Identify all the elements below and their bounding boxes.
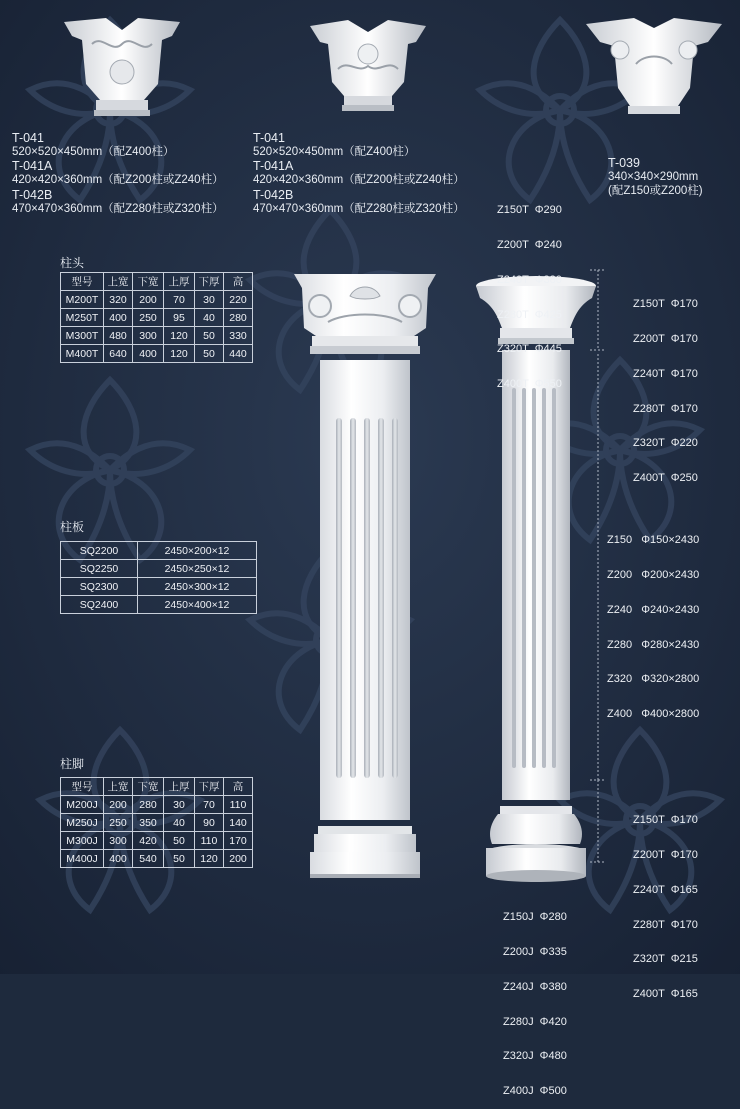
table-header: 上宽 xyxy=(104,778,133,796)
caption-line: 470×470×360mm（配Z280柱或Z320柱） xyxy=(12,202,224,215)
table-row xyxy=(61,832,253,850)
table-row xyxy=(61,345,253,363)
table-cell: M200J xyxy=(61,796,104,814)
dim-line: Z400T Φ250 xyxy=(633,472,698,485)
table-row xyxy=(61,327,253,345)
table-cell: 2450×250×12 xyxy=(138,560,257,578)
dim-line: Z240J Φ380 xyxy=(503,980,567,993)
dim-line: Z200T Φ170 xyxy=(633,332,698,345)
table-cell: 40 xyxy=(164,814,195,832)
table-cell: 250 xyxy=(104,814,133,832)
table-cell: 50 xyxy=(164,832,195,850)
table-cell: 280 xyxy=(133,796,164,814)
caption-line: T-041 xyxy=(253,131,285,145)
table-cell: 50 xyxy=(195,345,224,363)
table-cell: 70 xyxy=(164,291,195,309)
caption-line: T-042B xyxy=(253,187,294,202)
base-bottom-diameters xyxy=(503,889,567,1109)
table-cell: SQ2250 xyxy=(61,560,138,578)
caption-line: T-041A xyxy=(12,159,53,174)
table-cell: 300 xyxy=(104,832,133,850)
table-row xyxy=(61,309,253,327)
table-header-row xyxy=(61,273,253,291)
section-label-base: 柱脚 xyxy=(60,757,85,771)
dim-line: Z320J Φ480 xyxy=(503,1050,567,1063)
table-cell: 120 xyxy=(195,850,224,868)
table-row xyxy=(61,814,253,832)
caption-line: 520×520×450mm（配Z400柱） xyxy=(253,146,416,158)
table-cell: 220 xyxy=(224,291,253,309)
table-row xyxy=(61,578,257,596)
caption-line: 470×470×360mm（配Z280柱或Z320柱） xyxy=(253,202,465,215)
dim-line: Z280T Φ170 xyxy=(633,402,698,415)
table-row xyxy=(61,796,253,814)
panel-spec-table xyxy=(60,541,257,614)
table-cell: 90 xyxy=(195,814,224,832)
base-spec-table xyxy=(60,777,253,868)
dim-line: Z150J Φ280 xyxy=(503,911,567,924)
table-cell: 420 xyxy=(133,832,164,850)
table-cell: 200 xyxy=(104,796,133,814)
dim-line: Z240T Φ170 xyxy=(633,367,698,380)
capital-image-t041-a xyxy=(62,14,182,126)
caption-line: T-042B xyxy=(12,187,53,202)
table-cell: 2450×200×12 xyxy=(138,542,257,560)
table-cell: 2450×400×12 xyxy=(138,596,257,614)
capital-image-t039 xyxy=(584,14,724,126)
table-header-row xyxy=(61,778,253,796)
table-row xyxy=(61,850,253,868)
table-row xyxy=(61,596,257,614)
table-cell: 640 xyxy=(104,345,133,363)
caption-line: (配Z150或Z200柱) xyxy=(608,185,703,198)
capital-top-diameters xyxy=(497,182,562,402)
table-cell: 120 xyxy=(164,327,195,345)
dim-line: Z200J Φ335 xyxy=(503,945,567,958)
dim-line: Z150T Φ170 xyxy=(633,298,698,311)
dim-line: Z150T Φ170 xyxy=(633,814,698,827)
caption-line: 420×420×360mm（配Z200柱或Z240柱） xyxy=(253,174,465,187)
base-neck-diameters xyxy=(633,792,698,1012)
table-cell: 50 xyxy=(164,850,195,868)
table-row xyxy=(61,560,257,578)
table-cell: 120 xyxy=(164,345,195,363)
table-header: 上厚 xyxy=(164,273,195,291)
table-header: 型号 xyxy=(61,273,104,291)
table-cell: 2450×300×12 xyxy=(138,578,257,596)
dim-line: Z400 Φ400×2800 xyxy=(607,708,700,721)
capital-image-t041-b xyxy=(308,14,428,116)
table-cell: M300J xyxy=(61,832,104,850)
table-cell: 140 xyxy=(224,814,253,832)
dim-line: Z240T Φ165 xyxy=(633,883,698,896)
dim-line: Z200 Φ200×2430 xyxy=(607,568,700,581)
dim-line: Z240T Φ380 xyxy=(497,273,562,286)
table-header: 下厚 xyxy=(195,273,224,291)
table-cell: 320 xyxy=(104,291,133,309)
table-cell: M400J xyxy=(61,850,104,868)
table-header: 高 xyxy=(224,273,253,291)
table-header: 下宽 xyxy=(133,273,164,291)
table-header: 下厚 xyxy=(195,778,224,796)
dim-line: Z400J Φ500 xyxy=(503,1085,567,1098)
table-header: 上厚 xyxy=(164,778,195,796)
table-cell: 70 xyxy=(195,796,224,814)
table-cell: M250J xyxy=(61,814,104,832)
dim-line: Z400T Φ550 xyxy=(497,378,562,391)
capital-spec-table xyxy=(60,272,253,363)
table-cell: 40 xyxy=(195,309,224,327)
table-header: 型号 xyxy=(61,778,104,796)
table-cell: 200 xyxy=(133,291,164,309)
table-row xyxy=(61,291,253,309)
table-cell: M200T xyxy=(61,291,104,309)
table-cell: 200 xyxy=(224,850,253,868)
table-cell: M300T xyxy=(61,327,104,345)
table-row xyxy=(61,542,257,560)
dim-line: Z280T Φ425 xyxy=(497,308,562,321)
table-cell: SQ2300 xyxy=(61,578,138,596)
dim-line: Z240 Φ240×2430 xyxy=(607,603,700,616)
table-cell: SQ2400 xyxy=(61,596,138,614)
table-cell: 30 xyxy=(195,291,224,309)
table-cell: 400 xyxy=(104,309,133,327)
dim-line: Z200T Φ170 xyxy=(633,848,698,861)
table-cell: 480 xyxy=(104,327,133,345)
dim-line: Z400T Φ165 xyxy=(633,988,698,1001)
square-pilaster-image xyxy=(290,270,440,890)
table-cell: 95 xyxy=(164,309,195,327)
caption-line: T-039 xyxy=(608,156,640,170)
table-header: 上宽 xyxy=(104,273,133,291)
table-cell: M400T xyxy=(61,345,104,363)
dim-line: Z150T Φ290 xyxy=(497,204,562,217)
table-cell: 350 xyxy=(133,814,164,832)
table-cell: 50 xyxy=(195,327,224,345)
shaft-dimensions xyxy=(607,512,699,732)
dim-line: Z150 Φ150×2430 xyxy=(607,534,700,547)
table-cell: 400 xyxy=(133,345,164,363)
dim-line: Z320T Φ220 xyxy=(633,437,698,450)
table-cell: 540 xyxy=(133,850,164,868)
dim-line: Z320T Φ445 xyxy=(497,343,562,356)
dim-line: Z280 Φ280×2430 xyxy=(607,638,700,651)
table-cell: 440 xyxy=(224,345,253,363)
dim-line: Z320 Φ320×2800 xyxy=(607,673,700,686)
section-label-panel: 柱板 xyxy=(60,520,85,534)
table-cell: 30 xyxy=(164,796,195,814)
table-cell: 250 xyxy=(133,309,164,327)
caption-line: 340×340×290mm xyxy=(608,171,699,183)
table-cell: 110 xyxy=(224,796,253,814)
table-cell: 330 xyxy=(224,327,253,345)
dim-line: Z280J Φ420 xyxy=(503,1015,567,1028)
table-cell: 400 xyxy=(104,850,133,868)
caption-line: T-041 xyxy=(12,131,44,145)
table-cell: 280 xyxy=(224,309,253,327)
table-header: 下宽 xyxy=(133,778,164,796)
caption-capital-3 xyxy=(608,156,703,199)
table-cell: SQ2200 xyxy=(61,542,138,560)
dim-line: Z280T Φ170 xyxy=(633,918,698,931)
table-cell: 300 xyxy=(133,327,164,345)
section-label-capital: 柱头 xyxy=(60,256,85,270)
dim-line: Z320T Φ215 xyxy=(633,953,698,966)
table-cell: 170 xyxy=(224,832,253,850)
table-header: 高 xyxy=(224,778,253,796)
capital-neck-diameters xyxy=(633,276,698,496)
caption-capital-2 xyxy=(253,131,465,216)
caption-capital-1 xyxy=(12,131,224,216)
table-cell: 110 xyxy=(195,832,224,850)
dimension-guide-lines xyxy=(580,262,610,882)
caption-line: 420×420×360mm（配Z200柱或Z240柱） xyxy=(12,174,224,187)
table-cell: M250T xyxy=(61,309,104,327)
caption-line: 520×520×450mm（配Z400柱） xyxy=(12,146,175,158)
caption-line: T-041A xyxy=(253,159,294,174)
dim-line: Z200T Φ240 xyxy=(497,238,562,251)
